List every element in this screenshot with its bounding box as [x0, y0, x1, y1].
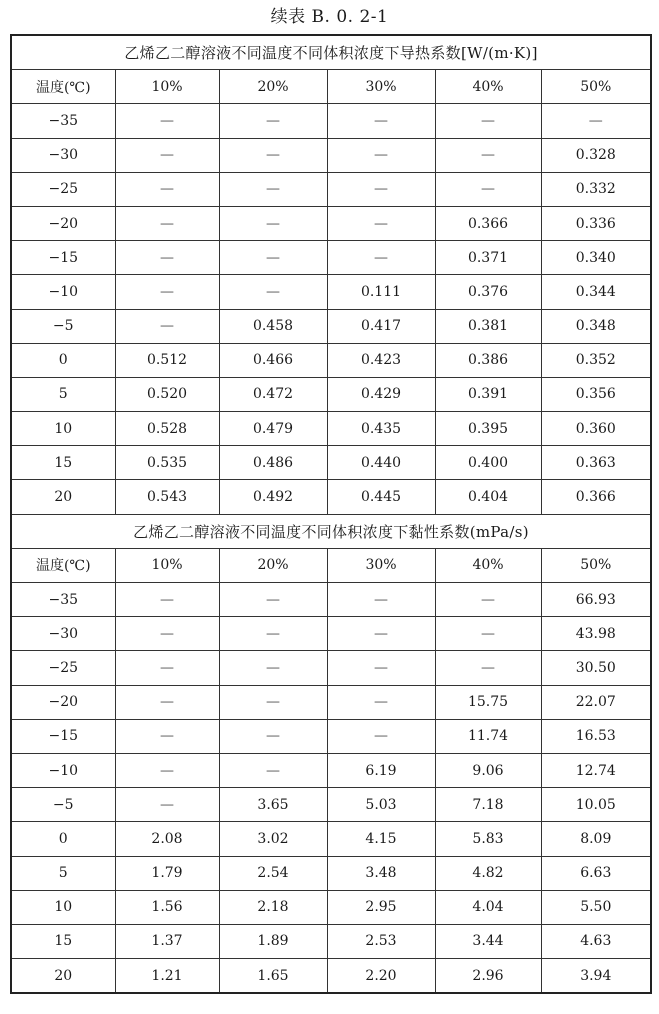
value-cell: 0.328 — [541, 138, 651, 172]
table-row — [11, 753, 651, 787]
value-cell: 12.74 — [541, 753, 651, 787]
temperature-cell: 10 — [11, 412, 115, 446]
value-cell: 0.417 — [327, 309, 435, 343]
temperature-cell: −5 — [11, 309, 115, 343]
value-cell: 0.376 — [435, 275, 541, 309]
value-cell: 0.391 — [435, 377, 541, 411]
value-cell: 0.492 — [219, 480, 327, 514]
value-cell: 0.543 — [115, 480, 219, 514]
section-title-row — [11, 514, 651, 548]
table-row — [11, 172, 651, 206]
table-body — [11, 35, 651, 993]
temperature-cell: −15 — [11, 241, 115, 275]
value-cell: — — [435, 138, 541, 172]
concentration-header: 10% — [115, 548, 219, 582]
value-cell: — — [115, 309, 219, 343]
temperature-cell: 0 — [11, 343, 115, 377]
table-row — [11, 343, 651, 377]
value-cell: — — [115, 719, 219, 753]
table-row — [11, 685, 651, 719]
value-cell: 3.94 — [541, 959, 651, 994]
temperature-cell: 15 — [11, 924, 115, 958]
value-cell: 2.18 — [219, 890, 327, 924]
concentration-header: 50% — [541, 548, 651, 582]
value-cell: 0.400 — [435, 446, 541, 480]
section-title: 乙烯乙二醇溶液不同温度不同体积浓度下黏性系数(mPa/s) — [11, 514, 651, 548]
value-cell: 0.472 — [219, 377, 327, 411]
value-cell: 4.82 — [435, 856, 541, 890]
value-cell: 1.65 — [219, 959, 327, 994]
value-cell: 9.06 — [435, 753, 541, 787]
temperature-cell: −10 — [11, 275, 115, 309]
value-cell: 0.111 — [327, 275, 435, 309]
concentration-header: 40% — [435, 70, 541, 104]
value-cell: — — [327, 583, 435, 617]
table-row — [11, 480, 651, 514]
value-cell: — — [115, 172, 219, 206]
value-cell: — — [327, 172, 435, 206]
value-cell: 22.07 — [541, 685, 651, 719]
value-cell: 4.04 — [435, 890, 541, 924]
temperature-cell: −10 — [11, 753, 115, 787]
value-cell: 0.404 — [435, 480, 541, 514]
table-row — [11, 138, 651, 172]
value-cell: — — [219, 583, 327, 617]
value-cell: — — [219, 206, 327, 240]
temperature-cell: 10 — [11, 890, 115, 924]
value-cell: 0.386 — [435, 343, 541, 377]
value-cell: — — [327, 685, 435, 719]
value-cell: 2.54 — [219, 856, 327, 890]
value-cell: 0.348 — [541, 309, 651, 343]
value-cell: — — [219, 138, 327, 172]
table-row — [11, 446, 651, 480]
temperature-cell: −25 — [11, 651, 115, 685]
value-cell: — — [115, 138, 219, 172]
table-row — [11, 206, 651, 240]
value-cell: — — [327, 241, 435, 275]
temperature-cell: 20 — [11, 959, 115, 994]
value-cell: — — [219, 685, 327, 719]
value-cell: 0.435 — [327, 412, 435, 446]
temperature-cell: −15 — [11, 719, 115, 753]
value-cell: 2.53 — [327, 924, 435, 958]
temperature-header: 温度(℃) — [11, 70, 115, 104]
value-cell: 1.21 — [115, 959, 219, 994]
temperature-cell: −5 — [11, 788, 115, 822]
value-cell: — — [219, 275, 327, 309]
value-cell: 0.356 — [541, 377, 651, 411]
value-cell: 1.79 — [115, 856, 219, 890]
temperature-cell: 15 — [11, 446, 115, 480]
concentration-header: 10% — [115, 70, 219, 104]
table-row — [11, 651, 651, 685]
column-header-row — [11, 548, 651, 582]
concentration-header: 30% — [327, 548, 435, 582]
value-cell: — — [327, 719, 435, 753]
value-cell: 0.363 — [541, 446, 651, 480]
value-cell: — — [115, 241, 219, 275]
table-caption: 续表 B. 0. 2-1 — [270, 7, 389, 27]
value-cell: — — [219, 617, 327, 651]
value-cell: 1.56 — [115, 890, 219, 924]
section-title: 乙烯乙二醇溶液不同温度不同体积浓度下导热系数[W/(m·K)] — [11, 35, 651, 70]
value-cell: — — [115, 583, 219, 617]
value-cell: — — [219, 753, 327, 787]
value-cell: 30.50 — [541, 651, 651, 685]
value-cell: 0.535 — [115, 446, 219, 480]
value-cell: 3.65 — [219, 788, 327, 822]
value-cell: 0.366 — [541, 480, 651, 514]
value-cell: 0.528 — [115, 412, 219, 446]
value-cell: 5.83 — [435, 822, 541, 856]
value-cell: 0.423 — [327, 343, 435, 377]
value-cell: 6.19 — [327, 753, 435, 787]
temperature-cell: −30 — [11, 138, 115, 172]
value-cell: — — [115, 788, 219, 822]
value-cell: 66.93 — [541, 583, 651, 617]
value-cell: 3.48 — [327, 856, 435, 890]
value-cell: — — [219, 719, 327, 753]
concentration-header: 50% — [541, 70, 651, 104]
table-row — [11, 412, 651, 446]
temperature-cell: −30 — [11, 617, 115, 651]
table-row — [11, 890, 651, 924]
value-cell: — — [541, 104, 651, 138]
section-title-row — [11, 35, 651, 70]
concentration-header: 40% — [435, 548, 541, 582]
value-cell: 0.352 — [541, 343, 651, 377]
value-cell: 0.445 — [327, 480, 435, 514]
value-cell: 5.50 — [541, 890, 651, 924]
value-cell: 1.89 — [219, 924, 327, 958]
value-cell: 6.63 — [541, 856, 651, 890]
value-cell: 8.09 — [541, 822, 651, 856]
value-cell: 0.344 — [541, 275, 651, 309]
table-row — [11, 924, 651, 958]
temperature-cell: −20 — [11, 685, 115, 719]
table-row — [11, 617, 651, 651]
value-cell: 43.98 — [541, 617, 651, 651]
value-cell: 3.02 — [219, 822, 327, 856]
value-cell: 11.74 — [435, 719, 541, 753]
value-cell: — — [115, 651, 219, 685]
value-cell: 15.75 — [435, 685, 541, 719]
data-table — [10, 34, 652, 994]
value-cell: — — [327, 617, 435, 651]
temperature-header: 温度(℃) — [11, 548, 115, 582]
value-cell: — — [219, 651, 327, 685]
table-row — [11, 309, 651, 343]
value-cell: — — [327, 138, 435, 172]
value-cell: — — [115, 753, 219, 787]
value-cell: 7.18 — [435, 788, 541, 822]
value-cell: 0.336 — [541, 206, 651, 240]
concentration-header: 20% — [219, 70, 327, 104]
table-row — [11, 788, 651, 822]
value-cell: — — [327, 104, 435, 138]
value-cell: — — [435, 104, 541, 138]
table-row — [11, 583, 651, 617]
value-cell: 0.332 — [541, 172, 651, 206]
value-cell: — — [219, 241, 327, 275]
temperature-cell: −35 — [11, 583, 115, 617]
value-cell: — — [435, 651, 541, 685]
value-cell: — — [115, 206, 219, 240]
value-cell: — — [219, 172, 327, 206]
value-cell: 0.429 — [327, 377, 435, 411]
concentration-header: 30% — [327, 70, 435, 104]
value-cell: 0.512 — [115, 343, 219, 377]
value-cell: 0.395 — [435, 412, 541, 446]
temperature-cell: 5 — [11, 377, 115, 411]
value-cell: 10.05 — [541, 788, 651, 822]
temperature-cell: −25 — [11, 172, 115, 206]
value-cell: 0.466 — [219, 343, 327, 377]
table-row — [11, 241, 651, 275]
value-cell: — — [327, 206, 435, 240]
value-cell: — — [435, 172, 541, 206]
value-cell: 0.381 — [435, 309, 541, 343]
table-row — [11, 959, 651, 994]
table-row — [11, 104, 651, 138]
value-cell: — — [435, 583, 541, 617]
value-cell: 0.458 — [219, 309, 327, 343]
column-header-row — [11, 70, 651, 104]
value-cell: 0.520 — [115, 377, 219, 411]
temperature-cell: 0 — [11, 822, 115, 856]
value-cell: — — [115, 685, 219, 719]
value-cell: 0.486 — [219, 446, 327, 480]
value-cell: 0.440 — [327, 446, 435, 480]
value-cell: 0.366 — [435, 206, 541, 240]
value-cell: — — [115, 104, 219, 138]
value-cell: 16.53 — [541, 719, 651, 753]
value-cell: 0.340 — [541, 241, 651, 275]
value-cell: — — [327, 651, 435, 685]
temperature-cell: −35 — [11, 104, 115, 138]
value-cell: — — [435, 617, 541, 651]
value-cell: 2.96 — [435, 959, 541, 994]
value-cell: 0.360 — [541, 412, 651, 446]
value-cell: 4.63 — [541, 924, 651, 958]
concentration-header: 20% — [219, 548, 327, 582]
value-cell: 2.08 — [115, 822, 219, 856]
temperature-cell: 5 — [11, 856, 115, 890]
value-cell: 3.44 — [435, 924, 541, 958]
value-cell: — — [219, 104, 327, 138]
value-cell: — — [115, 617, 219, 651]
value-cell: 2.20 — [327, 959, 435, 994]
value-cell: 5.03 — [327, 788, 435, 822]
value-cell: 0.479 — [219, 412, 327, 446]
value-cell: — — [115, 275, 219, 309]
table-row — [11, 822, 651, 856]
value-cell: 2.95 — [327, 890, 435, 924]
temperature-cell: −20 — [11, 206, 115, 240]
value-cell: 1.37 — [115, 924, 219, 958]
table-row — [11, 275, 651, 309]
value-cell: 4.15 — [327, 822, 435, 856]
value-cell: 0.371 — [435, 241, 541, 275]
table-row — [11, 377, 651, 411]
temperature-cell: 20 — [11, 480, 115, 514]
table-row — [11, 856, 651, 890]
table-row — [11, 719, 651, 753]
